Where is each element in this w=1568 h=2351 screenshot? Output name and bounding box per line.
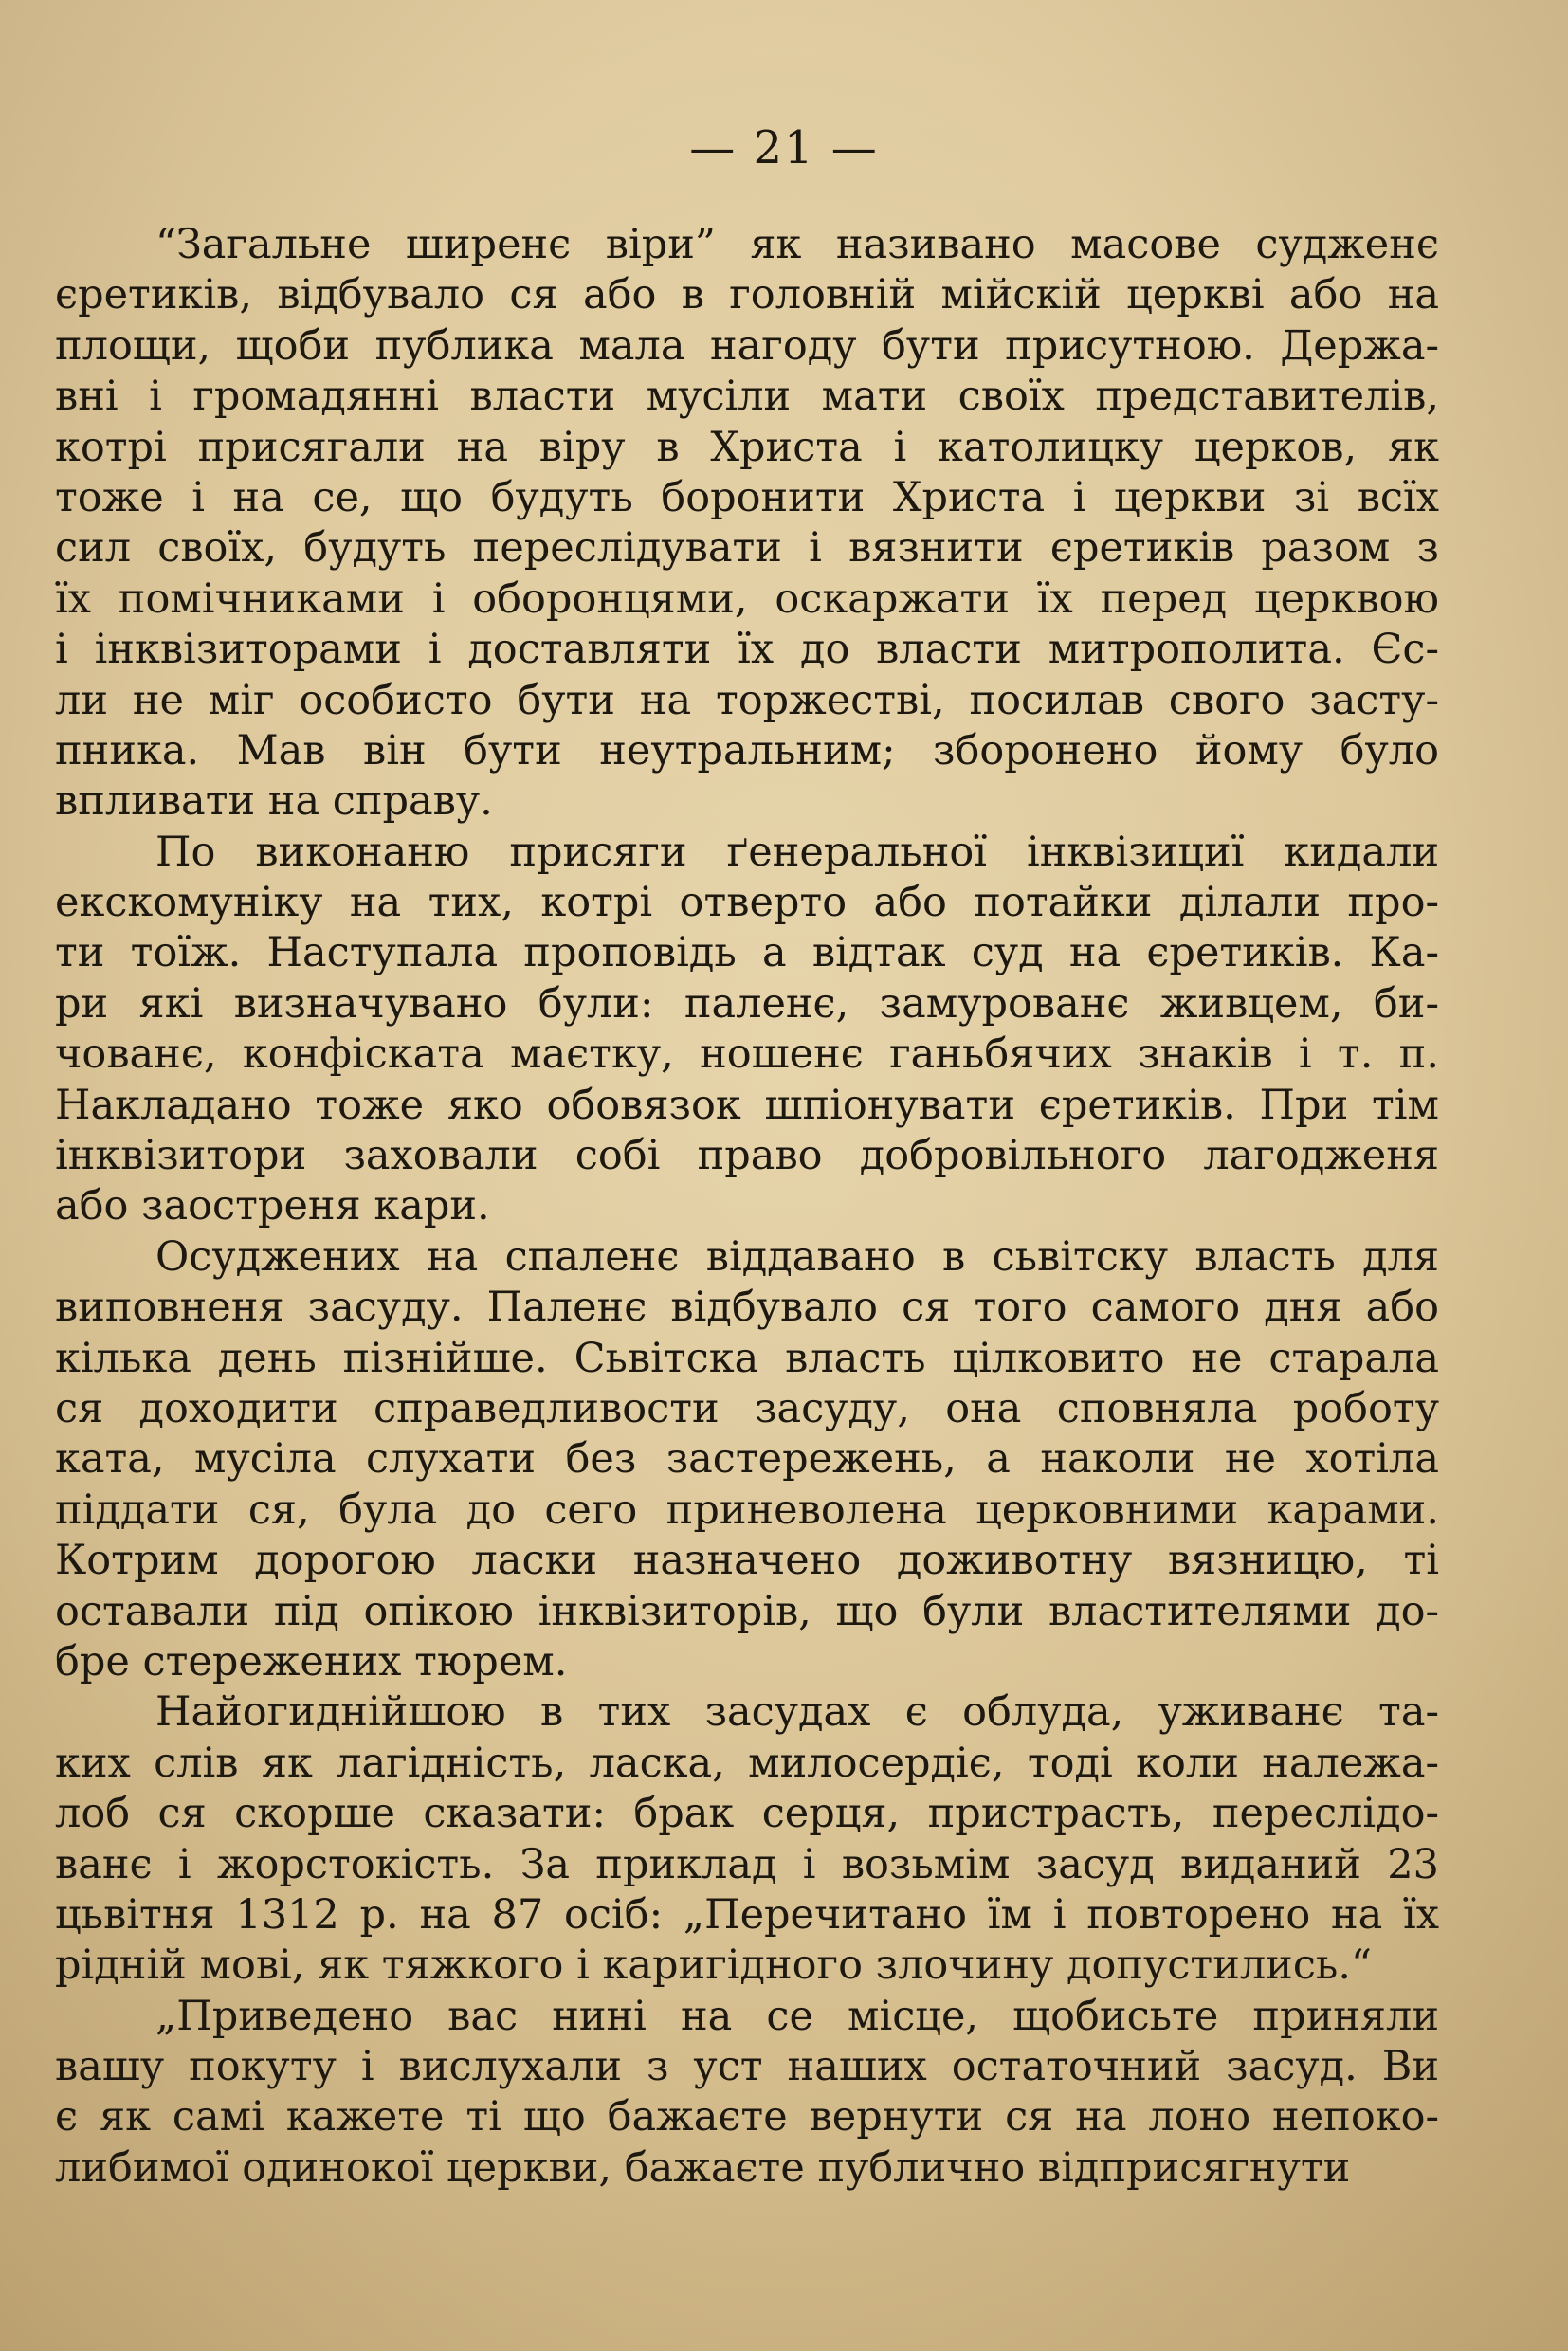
text-line: ких слів як лагідність, ласка, милосердіє, тоді коли належа- [55, 1739, 1439, 1787]
paragraph [55, 220, 1439, 828]
text-line: По виконаню присяги ґенеральної інквізициї кидали [155, 828, 1439, 876]
text-line: чованє, конфіската маєтку, ношенє ганьбячих знаків і т. п. [55, 1030, 1439, 1079]
text-line: Накладано тоже яко обовязок шпіонувати єретиків. При тім [55, 1081, 1439, 1129]
text-line: Осуджених на спаленє віддавано в сьвітску власть для [155, 1232, 1439, 1281]
text-line: ванє і жорстокість. За приклад і возьмім засуд виданий 23 [55, 1840, 1439, 1888]
text-line: або заостреня кари. [55, 1182, 490, 1230]
text-line: піддати ся, була до сего приневолена церковними карами. [55, 1485, 1439, 1534]
text-line: впливати на справу. [55, 777, 493, 826]
text-line: рідній мові, як тяжкого і каригідного злочину допустились.“ [55, 1941, 1372, 1990]
text-line: бре стережених тюрем. [55, 1637, 568, 1686]
text-line: вашу покуту і вислухали з уст наших остаточний засуд. Ви [55, 2043, 1439, 2091]
text-line: площи, щоби публика мала нагоду бути присутною. Держа- [55, 321, 1439, 370]
text-line: „Приведено вас нині на се місце, щобисьте приняли [155, 1992, 1439, 2040]
text-line: Найогиднійшою в тих засудах є облуда, уживанє та- [155, 1688, 1439, 1737]
text-line: ли не міг особисто бути на торжестві, посилав свого засту- [55, 676, 1439, 724]
paragraph [55, 1232, 1439, 1688]
text-line: сил своїх, будуть переслідувати і вязнити єретиків разом з [55, 524, 1439, 573]
text-line: виповненя засуду. Паленє відбувало ся того самого дня або [55, 1284, 1439, 1332]
page-number: — 21 — [689, 121, 879, 174]
text-line: оставали під опікою інквізиторів, що були властителями до- [55, 1587, 1439, 1635]
text-line: і інквізиторами і доставляти їх до власти митрополита. Єс- [55, 626, 1439, 674]
text-line: Котрим дорогою ласки назначено доживотну вязницю, ті [55, 1537, 1439, 1585]
paragraph [55, 1992, 1439, 2195]
text-line: цьвітня 1312 р. на 87 осіб: „Перечитано їм і повторено на їх [55, 1890, 1439, 1939]
text-line: їх помічниками і оборонцями, оскаржати їх перед церквою [55, 574, 1439, 623]
text-line: інквізитори заховали собі право добровільного лагодженя [55, 1132, 1439, 1180]
text-line: єретиків, відбувало ся або в головній мійскій церкві або на [55, 271, 1439, 319]
text-line: є як самі кажете ті що бажаєте вернути ся на лоно непоко- [55, 2093, 1439, 2141]
text-line: либимої одинокої церкви, бажаєте публично відприсягнути [55, 2143, 1351, 2192]
paragraph [55, 1687, 1439, 1991]
text-line: пника. Мав він бути неутральним; зборонено йому було [55, 726, 1439, 775]
body-text [55, 220, 1439, 2194]
text-line: вні і громадянні власти мусіли мати своїх представителів, [55, 373, 1439, 421]
text-line: екскомуніку на тих, котрі отверто або потайки ділали про- [55, 879, 1439, 927]
text-line: ри які визначувано були: паленє, замурованє живцем, би- [55, 979, 1439, 1028]
text-line: кілька день пізнійше. Сьвітска власть цілковито не старала [55, 1334, 1439, 1382]
text-line: ката, мусіла слухати без застережень, а наколи не хотіла [55, 1435, 1439, 1484]
text-line: “Загальне ширенє віри” як називано масове судженє [155, 221, 1439, 268]
text-line: ти тоїж. Наступала проповідь а відтак суд на єретиків. Ка- [55, 929, 1439, 977]
text-line: лоб ся скорше сказати: брак серця, пристрасть, переслідо- [55, 1790, 1439, 1838]
text-line: тоже і на се, що будуть боронити Христа і церкви зі всїх [55, 473, 1439, 521]
paragraph [55, 828, 1439, 1232]
text-line: котрі присягали на віру в Христа і католицку церков, як [55, 423, 1439, 471]
text-line: ся доходити справедливости засуду, она сповняла роботу [55, 1384, 1439, 1432]
